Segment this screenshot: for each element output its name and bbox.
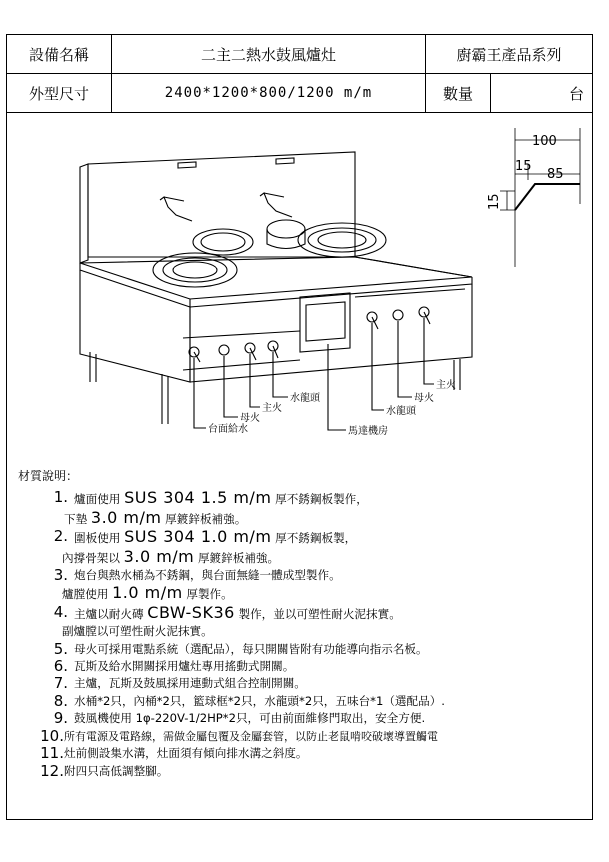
- burner-left-small: [193, 229, 253, 255]
- product-name: 二主二熱水鼓風爐灶: [112, 35, 426, 74]
- dim-15b: 15: [487, 193, 502, 210]
- materials-notes: [18, 468, 593, 780]
- dim-100: 100: [532, 134, 557, 149]
- material-subline: 爐膛使用 1.0 m/m 厚製作。: [62, 583, 233, 603]
- material-item: 11. 灶前側設集水溝，灶面須有傾向排水溝之斜度。: [40, 744, 308, 763]
- label-main-fire-right: 主火: [436, 380, 456, 391]
- faucet-bracket-right: [276, 158, 294, 164]
- leg-front-left: [162, 374, 168, 424]
- dim-15a: 15: [515, 159, 532, 174]
- burner-right-large: [298, 223, 386, 257]
- faucet-bracket-left: [178, 162, 196, 168]
- label-sub-fire-right: 母火: [414, 393, 434, 404]
- label-sub-fire-left: 母火: [240, 413, 260, 424]
- label-faucet-right: 水龍頭: [386, 406, 416, 417]
- material-item: 6. 瓦斯及給水開關採用爐灶專用搖動式開關。: [53, 657, 295, 676]
- material-subline: 下墊 3.0 m/m 厚鍍鋅板補強。: [64, 507, 247, 527]
- material-item: 7. 主爐，瓦斯及鼓風採用連動式組合控制開關。: [53, 674, 306, 693]
- material-item: 4. 主爐以耐火磚 CBW-SK36 製作，並以可塑性耐火泥抹實。: [53, 602, 401, 622]
- stove-drawing: [10, 112, 590, 457]
- back-splash: [88, 152, 355, 257]
- size-value: 2400*1200*800/1200 m/m: [112, 74, 426, 113]
- qty-label: 數量: [426, 74, 491, 113]
- material-subline: 內撐骨架以 3.0 m/m 厚鍍鋅板補強。: [62, 546, 280, 566]
- size-label: 外型尺寸: [7, 74, 112, 113]
- burner-left-large: [153, 253, 237, 287]
- material-item: 8. 水桶*2只，內桶*2只，籃球框*2只，水龍頭*2只，五味台*1（選配品）.: [53, 691, 445, 710]
- material-item: 5. 母火可採用電點系統（選配品），每只開關皆附有功能導向指示名板。: [53, 639, 428, 658]
- name-label: 設備名稱: [7, 35, 112, 74]
- spec-header-table: [6, 34, 593, 113]
- label-table-water: 台面給水: [208, 424, 248, 435]
- material-subline: 副爐膛以可塑性耐火泥抹實。: [62, 624, 213, 639]
- material-item: 12. 附四只高低調整腳。: [40, 761, 169, 780]
- label-main-fire-left: 主火: [262, 403, 282, 414]
- series-name: 廚霸王產品系列: [426, 35, 593, 74]
- dim-85: 85: [547, 167, 564, 182]
- material-item: 10. 所有電源及電路線，需做金屬包覆及金屬套管，以防止老鼠啃咬破壞導置觸電: [40, 726, 438, 745]
- label-motor-room: 馬達機房: [348, 426, 388, 437]
- material-item: 1. 爐面使用 SUS 304 1.5 m/m 厚不銹鋼板製作，: [53, 488, 368, 508]
- label-faucet-left: 水龍頭: [290, 393, 320, 404]
- material-item: 3. 炮台與熱水桶為不銹鋼，與台面無縫一體成型製作。: [53, 566, 341, 585]
- material-item: 2. 圍板使用 SUS 304 1.0 m/m 厚不銹鋼板製，: [53, 527, 357, 547]
- materials-title: 材質說明：: [18, 469, 79, 483]
- qty-unit: 台: [491, 74, 593, 113]
- profile-detail: [487, 128, 580, 267]
- material-item: 9. 鼓風機使用 1φ-220V-1/2HP*2只，可由前面維修門取出，安全方便.: [53, 709, 426, 728]
